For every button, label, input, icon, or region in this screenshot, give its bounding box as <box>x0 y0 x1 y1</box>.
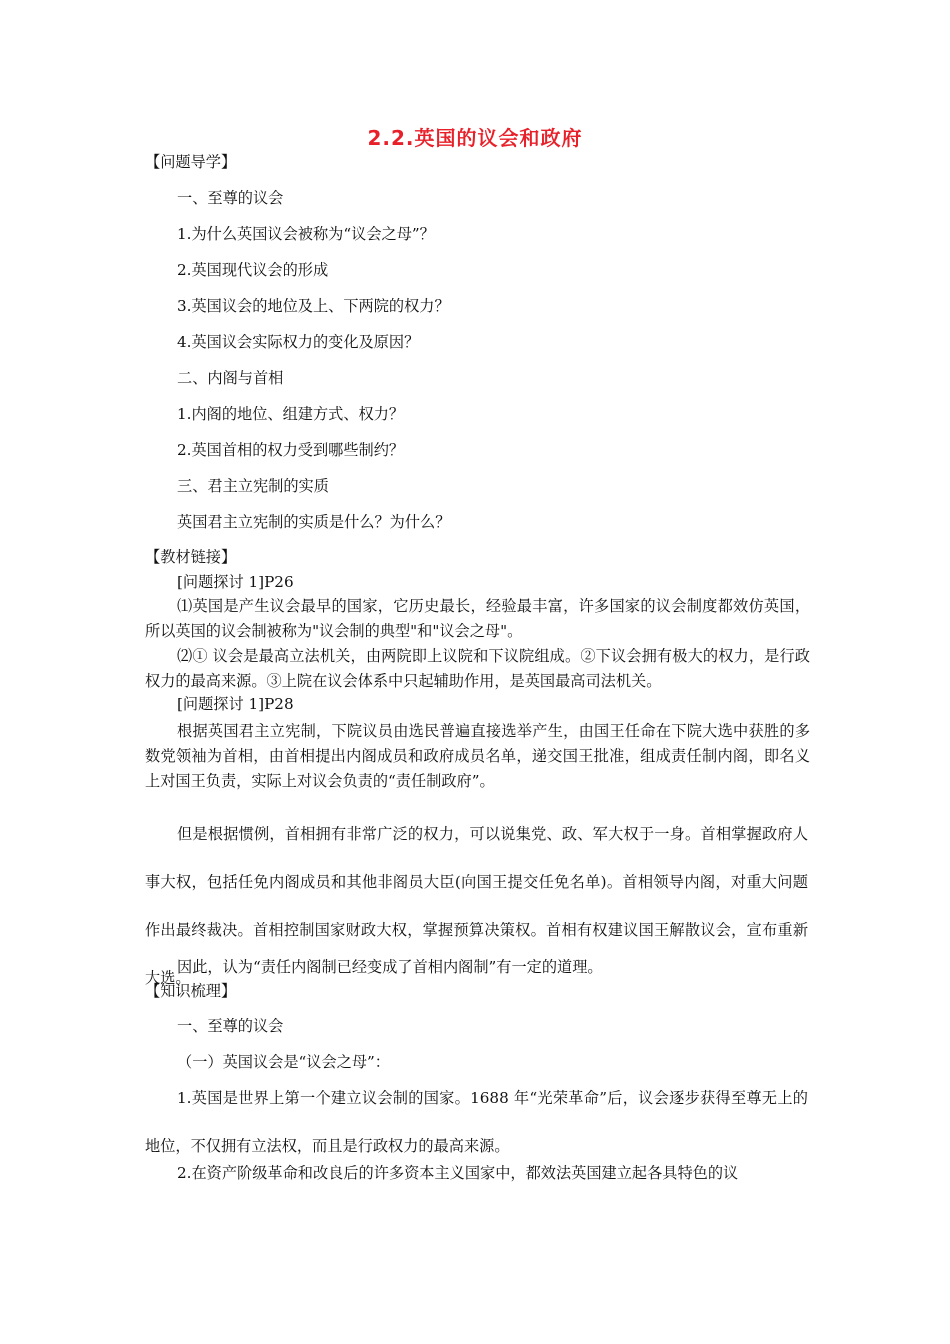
textbook-paragraph: 但是根据惯例，首相拥有非常广泛的权力，可以说集党、政、军大权于一身。首相掌握政府人事大权，包括任免内阁成员和其他非阁员大臣(向国王提交任免名单)。首相领导内阁，对重大问题作出最终裁决。首相控制国家财政大权，掌握预算决策权。首相有权建议国王解散议会，宣布重新大选。 <box>145 825 808 987</box>
guide-item: 三、君主立宪制的实质 <box>177 477 329 495</box>
textbook-paragraph: 根据英国君主立宪制，下院议员由选民普遍直接选举产生，由国王任命在下院大选中获胜的多数党领袖为首相，由首相提出内阁成员和政府成员名单，递交国王批准，组成责任制内阁，即名义上对国王负责，实际上对议会负责的“责任制政府”。 <box>145 722 810 790</box>
guide-item: 4.英国议会实际权力的变化及原因？ <box>177 333 420 351</box>
guide-item: 二、内阁与首相 <box>177 369 284 387</box>
document-title: 2.2.英国的议会和政府 <box>367 126 583 150</box>
guide-item: 3.英国议会的地位及上、下两院的权力？ <box>177 297 450 315</box>
guide-item: 英国君主立宪制的实质是什么？为什么？ <box>177 513 451 531</box>
guide-item: 一、至尊的议会 <box>177 189 284 207</box>
guide-item: 2.英国现代议会的形成 <box>177 261 329 279</box>
guide-item: 2.英国首相的权力受到哪些制约？ <box>177 441 405 459</box>
textbook-paragraph: ⑵① 议会是最高立法机关，由两院即上议院和下议院组成。②下议会拥有极大的权力，是行政权力的最高来源。③上院在议会体系中只起辅助作用，是英国最高司法机关。 <box>145 647 810 690</box>
guide-item: 1.为什么英国议会被称为“议会之母”？ <box>177 225 435 243</box>
knowledge-item: 1.英国是世界上第一个建立议会制的国家。1688 年“光荣革命”后，议会逐步获得至尊无上的地位，不仅拥有立法权，而且是行政权力的最高来源。 <box>145 1089 808 1155</box>
knowledge-item: （一）英国议会是“议会之母”： <box>177 1053 390 1071</box>
textbook-paragraph: 因此，认为“责任内阁制已经变成了首相内阁制”有一定的道理。 <box>177 958 603 976</box>
guide-item: 1.内阁的地位、组建方式、权力？ <box>177 405 405 423</box>
section-heading-knowledge: 【知识梳理】 <box>145 982 237 1000</box>
textbook-ref-p26: [问题探讨 1]P26 <box>177 573 294 591</box>
section-heading-textbook: 【教材链接】 <box>145 548 237 566</box>
section-heading-guide: 【问题导学】 <box>145 153 237 171</box>
knowledge-item: 一、至尊的议会 <box>177 1017 284 1035</box>
textbook-paragraph: ⑴英国是产生议会最早的国家，它历史最长，经验最丰富，许多国家的议会制度都效仿英国，所以英国的议会制被称为"议会制的典型"和"议会之母"。 <box>145 597 810 640</box>
textbook-ref-p28: [问题探讨 1]P28 <box>177 695 294 713</box>
knowledge-item: 2.在资产阶级革命和改良后的许多资本主义国家中，都效法英国建立起各具特色的议 <box>177 1164 739 1182</box>
